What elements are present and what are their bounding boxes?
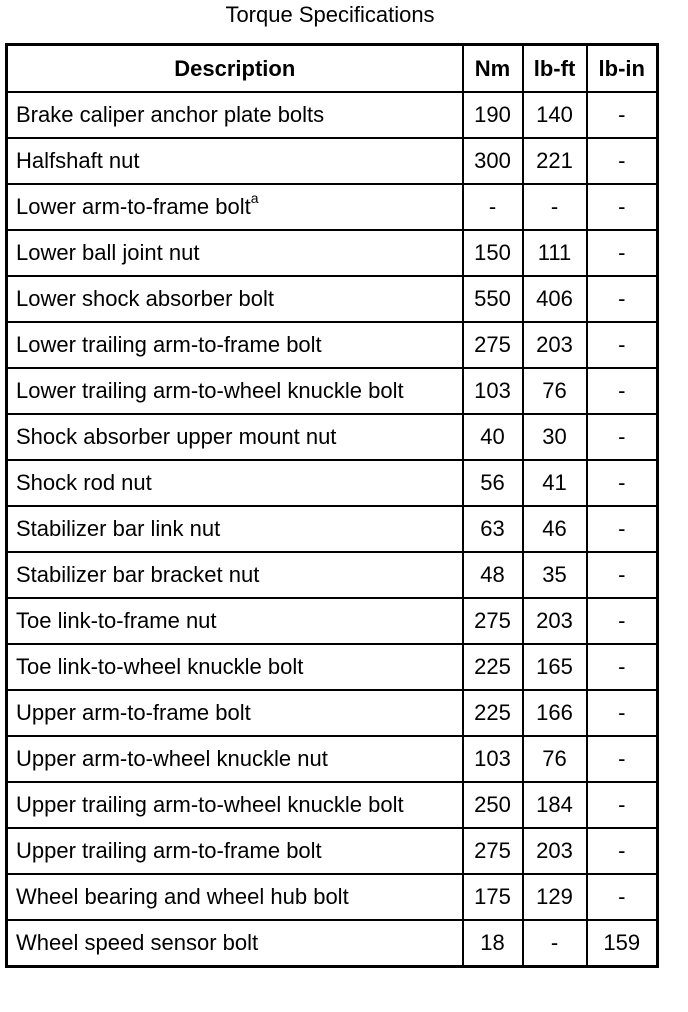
table-row [7,644,658,690]
description-text: Upper arm-to-frame bolt [16,700,251,725]
cell-description [7,874,463,920]
cell-lbft: 166 [523,690,587,736]
cell-description [7,138,463,184]
cell-nm: 275 [463,322,523,368]
cell-lbin: - [587,230,658,276]
cell-nm: 550 [463,276,523,322]
cell-description [7,644,463,690]
cell-lbft: 221 [523,138,587,184]
table-row [7,460,658,506]
cell-lbin: - [587,414,658,460]
cell-lbft: 30 [523,414,587,460]
cell-description [7,414,463,460]
page-title: Torque Specifications [225,2,435,27]
cell-lbin: - [587,690,658,736]
cell-description [7,322,463,368]
cell-nm: 103 [463,736,523,782]
cell-lbft: 203 [523,828,587,874]
cell-nm: 175 [463,874,523,920]
cell-description [7,230,463,276]
description-text: Upper arm-to-wheel knuckle nut [16,746,328,771]
cell-lbin: - [587,552,658,598]
cell-lbft: 111 [523,230,587,276]
cell-lbin: - [587,138,658,184]
cell-lbin: - [587,874,658,920]
table-row [7,276,658,322]
description-text: Halfshaft nut [16,148,140,173]
description-text: Brake caliper anchor plate bolts [16,102,325,127]
torque-spec-table [5,43,659,968]
table-row [7,138,658,184]
description-text: Upper trailing arm-to-wheel knuckle bolt [16,792,404,817]
cell-lbft: 184 [523,782,587,828]
column-header-lbft: lb-ft [523,45,587,93]
cell-lbft: 165 [523,644,587,690]
table-row [7,414,658,460]
cell-nm: 56 [463,460,523,506]
cell-nm: 275 [463,598,523,644]
cell-nm: 48 [463,552,523,598]
cell-description [7,460,463,506]
cell-lbft: 203 [523,322,587,368]
cell-lbin: - [587,736,658,782]
cell-nm: 190 [463,92,523,138]
cell-lbin: - [587,782,658,828]
cell-lbft: 406 [523,276,587,322]
description-text: Upper trailing arm-to-frame bolt [16,838,322,863]
cell-description [7,782,463,828]
table-row [7,230,658,276]
cell-nm: 275 [463,828,523,874]
column-header-nm: Nm [463,45,523,93]
cell-description [7,690,463,736]
table-row [7,92,658,138]
table-row [7,874,658,920]
cell-lbin: - [587,322,658,368]
table-row [7,322,658,368]
cell-nm: 300 [463,138,523,184]
cell-description [7,828,463,874]
cell-nm: 150 [463,230,523,276]
footnote-marker: a [250,190,259,206]
table-row [7,184,658,230]
description-text: Lower ball joint nut [16,240,200,265]
cell-nm: 225 [463,644,523,690]
cell-lbin: - [587,184,658,230]
cell-lbin: - [587,460,658,506]
table-row [7,368,658,414]
cell-lbin: - [587,506,658,552]
cell-lbin: - [587,644,658,690]
cell-description [7,598,463,644]
cell-lbin: - [587,368,658,414]
description-text: Toe link-to-wheel knuckle bolt [16,654,304,679]
cell-lbft: 76 [523,736,587,782]
column-header-description: Description [7,45,463,93]
description-text: Stabilizer bar link nut [16,516,221,541]
cell-description [7,552,463,598]
cell-lbft: 140 [523,92,587,138]
table-header-row [7,45,658,93]
description-text: Lower arm-to-frame bolt [16,194,251,219]
cell-description [7,184,463,230]
cell-lbft: 41 [523,460,587,506]
cell-lbft: 203 [523,598,587,644]
cell-description [7,276,463,322]
cell-lbft: - [523,920,587,967]
cell-description [7,736,463,782]
cell-lbft: 35 [523,552,587,598]
cell-lbin: - [587,598,658,644]
table-body [7,92,658,967]
description-text: Wheel speed sensor bolt [16,930,259,955]
table-row [7,506,658,552]
cell-nm: 18 [463,920,523,967]
cell-lbft: 76 [523,368,587,414]
table-row [7,782,658,828]
cell-nm: 103 [463,368,523,414]
cell-nm: - [463,184,523,230]
cell-description [7,368,463,414]
description-text: Stabilizer bar bracket nut [16,562,260,587]
table-row [7,828,658,874]
cell-lbin: - [587,92,658,138]
description-text: Lower trailing arm-to-wheel knuckle bolt [16,378,404,403]
description-text: Shock rod nut [16,470,152,495]
cell-lbft: 46 [523,506,587,552]
description-text: Wheel bearing and wheel hub bolt [16,884,349,909]
cell-nm: 250 [463,782,523,828]
table-row [7,920,658,967]
cell-lbin: - [587,828,658,874]
description-text: Lower shock absorber bolt [16,286,275,311]
description-text: Lower trailing arm-to-frame bolt [16,332,322,357]
cell-nm: 40 [463,414,523,460]
table-row [7,736,658,782]
cell-nm: 225 [463,690,523,736]
description-text: Shock absorber upper mount nut [16,424,337,449]
cell-nm: 63 [463,506,523,552]
cell-lbft: - [523,184,587,230]
cell-description [7,920,463,967]
cell-description [7,92,463,138]
cell-lbin: 159 [587,920,658,967]
cell-description [7,506,463,552]
table-row [7,598,658,644]
table-row [7,552,658,598]
column-header-lbin: lb-in [587,45,658,93]
cell-lbft: 129 [523,874,587,920]
description-text: Toe link-to-frame nut [16,608,217,633]
cell-lbin: - [587,276,658,322]
table-row [7,690,658,736]
